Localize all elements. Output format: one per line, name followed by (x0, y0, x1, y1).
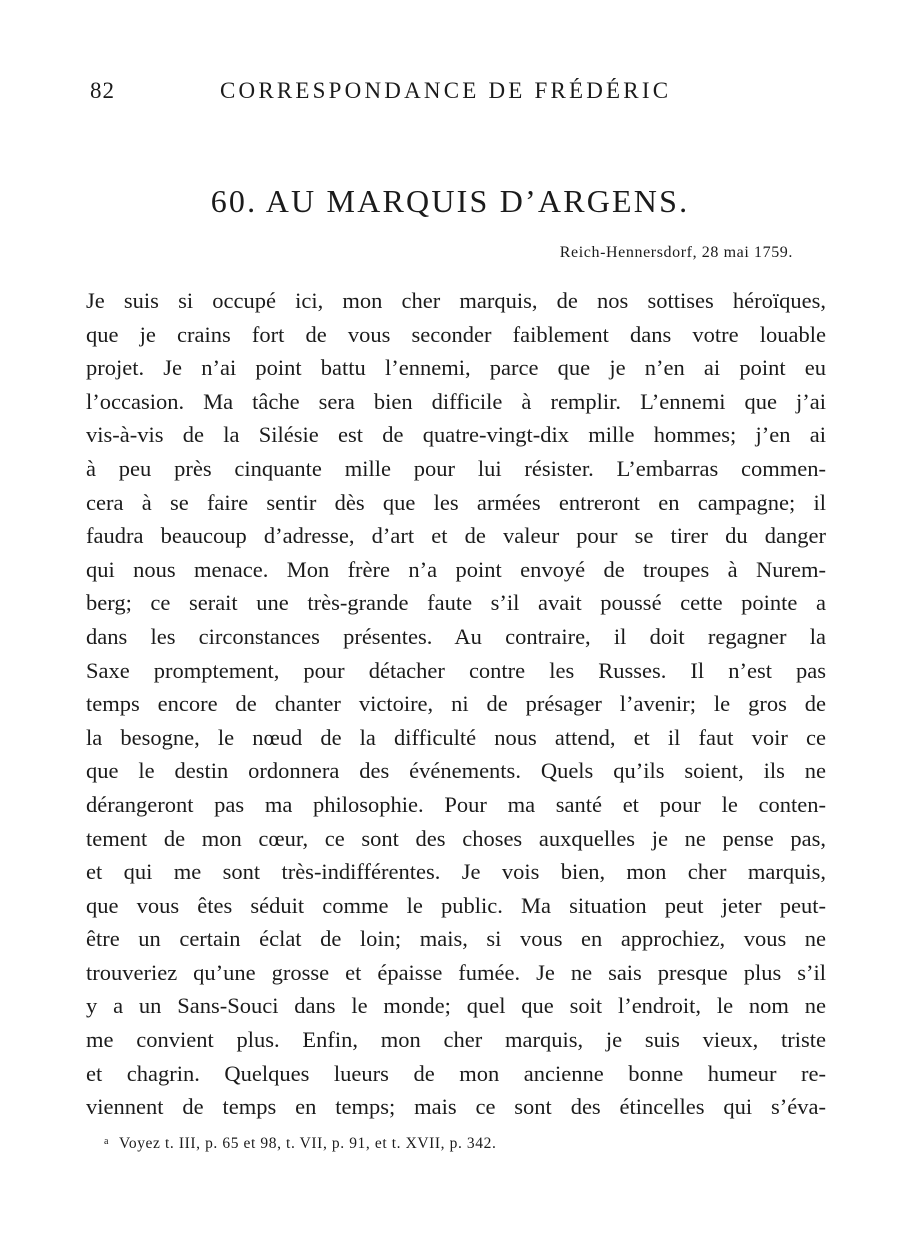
body-line: y a un Sans-Souci dans le monde; quel que soit l’endroit, le nom ne (86, 993, 826, 1019)
body-line: Je suis si occupé ici, mon cher marquis, de nos sottises héroïques, (86, 288, 826, 313)
body-line: et chagrin. Quelques lueurs de mon ancienne bonne humeur re- (86, 1060, 826, 1086)
body-line: vis-à-vis de la Silésie est de quatre-vingt-dix mille hommes; j’en ai (86, 422, 826, 448)
body-line: qui nous menace. Mon frère n’a point envoyé de troupes à Nurem- (86, 556, 826, 582)
body-line: temps encore de chanter victoire, ni de présager l’avenir; le gros de (86, 691, 826, 717)
footnote (104, 1135, 496, 1153)
body-line: la besogne, le nœud de la difficulté nous attend, et il faut voir ce (86, 724, 826, 750)
body-line: viennent de temps en temps; mais ce sont des étincelles qui s’éva- (86, 1094, 826, 1120)
body-line: que vous êtes séduit comme le public. Ma situation peut jeter peut- (86, 892, 826, 918)
body-line: être un certain éclat de loin; mais, si vous en approchiez, vous ne (86, 926, 826, 952)
body-line: faudra beaucoup d’adresse, d’art et de valeur pour se tirer du danger (86, 523, 826, 549)
body-line: et qui me sont très-indifférentes. Je vois bien, mon cher marquis, (86, 859, 826, 885)
body-line: dérangeront pas ma philosophie. Pour ma santé et pour le conten- (86, 791, 826, 817)
body-line: tement de mon cœur, ce sont des choses auxquelles je ne pense pas, (86, 825, 826, 851)
body-line: projet. Je n’ai point battu l’ennemi, parce que je n’en ai point eu (86, 355, 826, 381)
letter-dateline: Reich-Hennersdorf, 28 mai 1759. (559, 244, 793, 261)
footnote-mark: a (104, 1136, 110, 1147)
body-line: l’occasion. Ma tâche sera bien difficile à remplir. L’ennemi que j’ai (86, 388, 826, 414)
running-head (90, 78, 810, 108)
footnote-text: Voyez t. III, p. 65 et 98, t. VII, p. 91, et t. XVII, p. 342. (119, 1135, 497, 1152)
body-line: cera à se faire sentir dès que les armées entreront en campagne; il (86, 489, 826, 515)
letter-body (86, 284, 826, 1124)
page-number: 82 (90, 78, 115, 103)
body-line: à peu près cinquante mille pour lui résister. L’embarras commen- (86, 455, 826, 481)
body-line: me convient plus. Enfin, mon cher marquis, je suis vieux, triste (86, 1027, 826, 1053)
body-line: que le destin ordonnera des événements. Quels qu’ils soient, ils ne (86, 758, 826, 784)
body-line: trouveriez qu’une grosse et épaisse fumée. Je ne sais presque plus s’il (86, 959, 826, 985)
body-line: que je crains fort de vous seconder faiblement dans votre louable (86, 321, 826, 347)
body-line: berg; ce serait une très-grande faute s’il avait poussé cette pointe a (86, 590, 826, 616)
body-line: dans les circonstances présentes. Au contraire, il doit regagner la (86, 623, 826, 649)
letter-title: 60. AU MARQUIS D’ARGENS. (210, 183, 690, 219)
running-title: CORRESPONDANCE DE FRÉDÉRIC (220, 78, 672, 103)
body-line: Saxe promptement, pour détacher contre les Russes. Il n’est pas (86, 657, 826, 683)
